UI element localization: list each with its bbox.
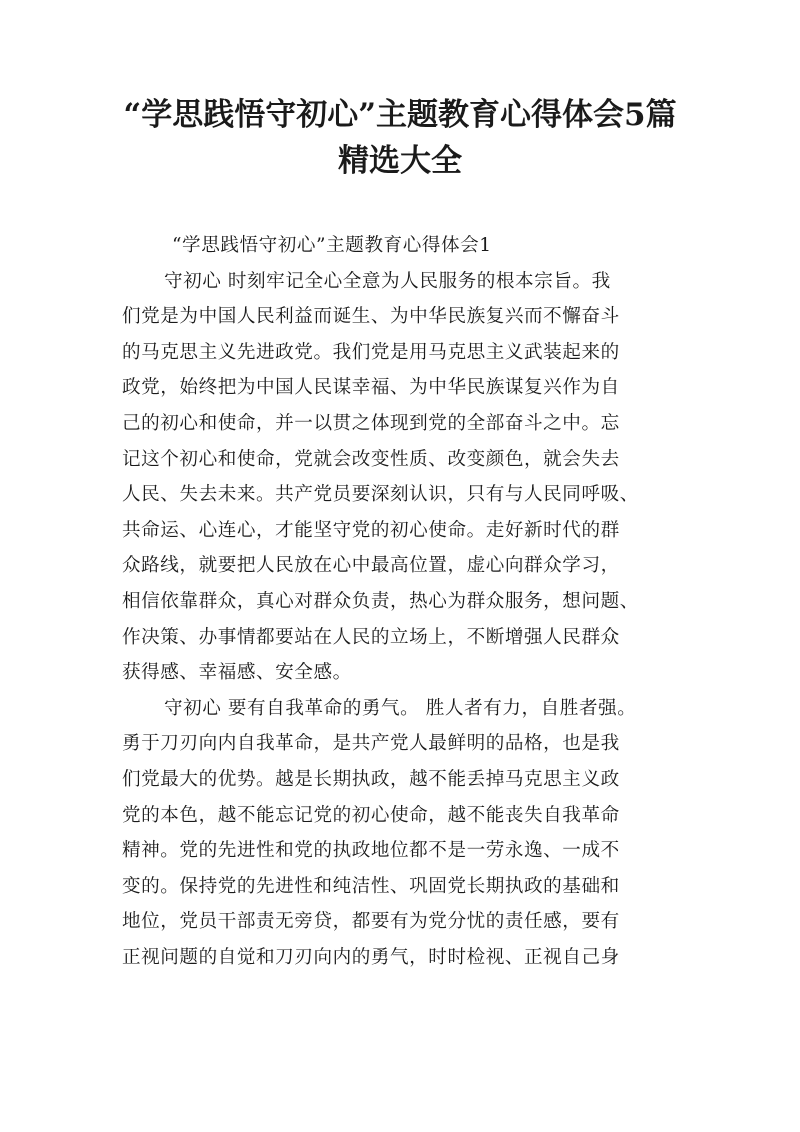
paragraph-1-line-1: 守初心 时刻牢记全心全意为人民服务的根本宗旨。我 bbox=[164, 270, 611, 292]
paragraph-1-line-11: 作决策、办事情都要站在人民的立场上，不断增强人民群众 bbox=[122, 626, 620, 648]
paragraph-2-line-4: 党的本色，越不能忘记党的初心使命，越不能丧失自我革命 bbox=[122, 804, 620, 826]
paragraph-2-line-5: 精神。党的先进性和党的执政地位都不是一劳永逸、一成不 bbox=[122, 840, 620, 862]
paragraph-1-line-9: 众路线，就要把人民放在心中最高位置，虚心向群众学习， bbox=[122, 555, 620, 577]
paragraph-1 bbox=[122, 264, 682, 691]
paragraph-1-line-3: 的马克思主义先进政党。我们党是用马克思主义武装起来的 bbox=[122, 341, 620, 363]
paragraph-1-line-6: 记这个初心和使命，党就会改变性质、改变颜色，就会失去 bbox=[122, 448, 620, 470]
paragraph-1-line-5: 己的初心和使命，并一以贯之体现到党的全部奋斗之中。忘 bbox=[122, 412, 620, 434]
title-line-2: 精选大全 bbox=[338, 143, 462, 179]
paragraph-2-line-2: 勇于刀刃向内自我革命，是共产党人最鲜明的品格，也是我 bbox=[122, 733, 620, 755]
paragraph-2-line-6: 变的。保持党的先进性和纯洁性、巩固党长期执政的基础和 bbox=[122, 875, 620, 897]
section-subtitle: “学思践悟守初心”主题教育心得体会1 bbox=[172, 235, 492, 256]
paragraph-2-line-3: 们党最大的优势。越是长期执政，越不能丢掉马克思主义政 bbox=[122, 768, 620, 790]
paragraph-1-line-10: 相信依靠群众，真心对群众负责，热心为群众服务，想问题、 bbox=[122, 590, 639, 612]
title-line-1: “学思践悟守初心”主题教育心得体会5篇 bbox=[123, 97, 677, 133]
paragraph-2-line-1: 守初心 要有自我革命的勇气。 胜人者有力，自胜者强。 bbox=[164, 697, 637, 719]
paragraph-1-line-8: 共命运、心连心，才能坚守党的初心使命。走好新时代的群 bbox=[122, 519, 620, 541]
paragraph-2-line-7: 地位，党员干部责无旁贷，都要有为党分忧的责任感，要有 bbox=[122, 911, 620, 933]
paragraph-1-line-4: 政党，始终把为中国人民谋幸福、为中华民族谋复兴作为自 bbox=[122, 377, 620, 399]
paragraph-2 bbox=[122, 691, 682, 976]
paragraph-2-line-8: 正视问题的自觉和刀刃向内的勇气，时时检视、正视自己身 bbox=[122, 946, 620, 968]
document-body bbox=[122, 228, 682, 975]
paragraph-1-line-7: 人民、失去未来。共产党员要深刻认识，只有与人民同呼吸、 bbox=[122, 484, 639, 506]
paragraph-1-line-2: 们党是为中国人民利益而诞生、为中华民族复兴而不懈奋斗 bbox=[122, 306, 620, 328]
document-title bbox=[110, 92, 690, 184]
paragraph-1-line-12: 获得感、幸福感、安全感。 bbox=[122, 662, 352, 684]
